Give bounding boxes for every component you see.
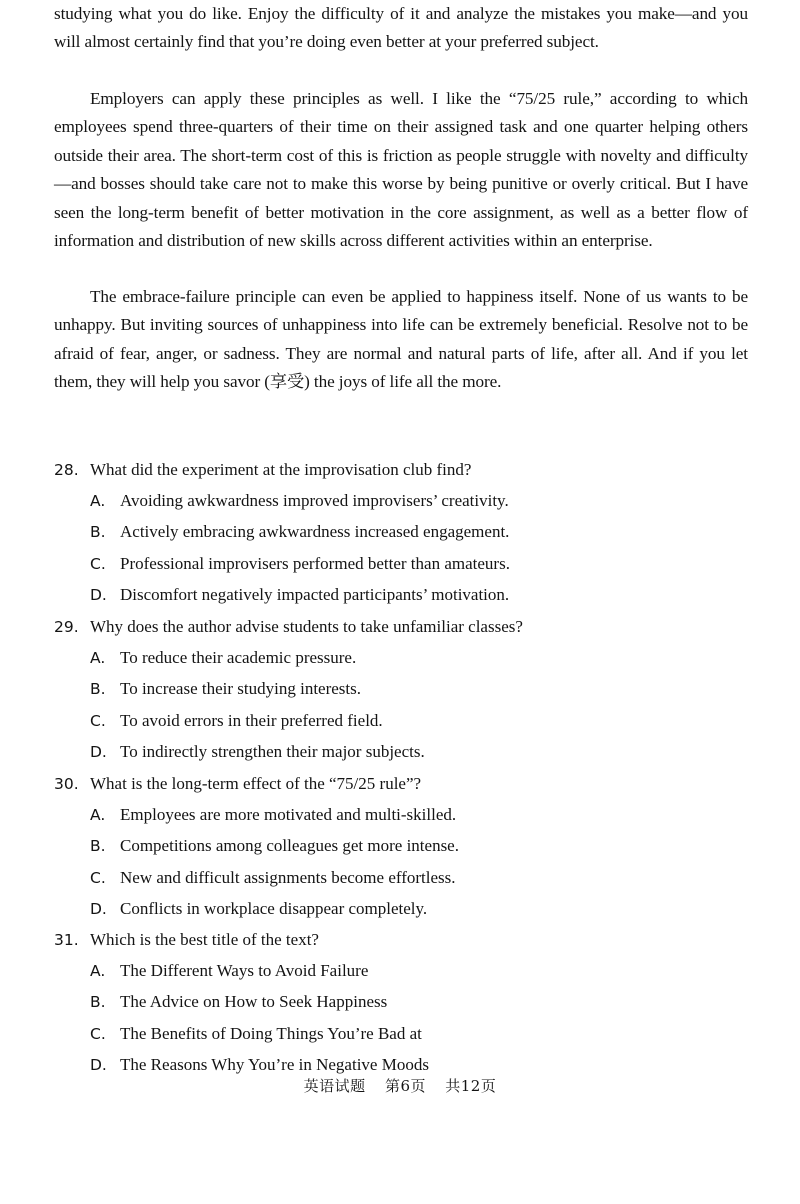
passage-paragraph-1: studying what you do like. Enjoy the difficulty of it and analyze the mistakes you make—and you will almost certainly find that you’re doing even better at your preferred subject. <box>54 4 748 52</box>
option-letter: D. <box>90 899 107 918</box>
footer-total-pages: 共12页 <box>445 1077 497 1095</box>
option-c[interactable] <box>54 548 754 579</box>
option-letter: D. <box>90 585 107 604</box>
option-c[interactable] <box>54 862 754 893</box>
passage-paragraph-2: Employers can apply these principles as well. I like the “75/25 rule,” according to which employees spend three-quarters of their time on their assigned task and one quarter helping others outside their area. The short-term cost of this is friction as people struggle with novelty and difficulty—and bosses should take care not to make this worse by being punitive or overly critical. But I have seen the long-term benefit of better motivation in the core assignment, as well as a better flow of information and distribution of new skills across different activities within an enterprise. <box>54 89 748 251</box>
option-d[interactable] <box>54 893 754 924</box>
option-letter: B. <box>90 837 106 856</box>
option-c[interactable] <box>54 705 754 736</box>
question-stem <box>54 924 754 955</box>
footer-page-number: 第6页 <box>384 1077 426 1095</box>
option-letter: B. <box>90 680 106 699</box>
question-text: Which is the best title of the text? <box>90 930 319 949</box>
option-letter: C. <box>90 711 106 730</box>
option-text: To indirectly strengthen their major subjects. <box>120 741 425 761</box>
option-text: The Different Ways to Avoid Failure <box>120 961 369 980</box>
option-text: Avoiding awkwardness improved improvisers’ creativity. <box>120 491 509 510</box>
question-text: Why does the author advise students to take unfamiliar classes? <box>90 617 523 636</box>
question-31 <box>54 924 754 1080</box>
question-number: 31. <box>54 931 79 949</box>
option-a[interactable] <box>54 485 754 516</box>
option-text: Competitions among colleagues get more intense. <box>120 836 459 856</box>
option-text: New and difficult assignments become effortless. <box>120 867 456 887</box>
option-text: The Advice on How to Seek Happiness <box>120 992 388 1012</box>
option-d[interactable] <box>54 736 754 767</box>
option-b[interactable] <box>54 516 754 547</box>
option-text: Employees are more motivated and multi-skilled. <box>120 805 457 824</box>
question-text: What did the experiment at the improvisation club find? <box>90 460 472 479</box>
question-number: 29. <box>54 618 79 636</box>
option-text: Professional improvisers performed better than amateurs. <box>120 553 510 573</box>
option-letter: A. <box>90 492 106 510</box>
option-a[interactable] <box>54 799 754 830</box>
option-letter: A. <box>90 962 106 980</box>
option-a[interactable] <box>54 955 754 986</box>
option-a[interactable] <box>54 642 754 673</box>
option-letter: C. <box>90 554 106 573</box>
question-28 <box>54 454 754 610</box>
option-letter: A. <box>90 649 106 667</box>
option-letter: C. <box>90 868 106 887</box>
option-letter: C. <box>90 1024 106 1043</box>
question-stem <box>54 768 754 799</box>
option-letter: D. <box>90 742 107 761</box>
option-d[interactable] <box>54 579 754 610</box>
option-text: Conflicts in workplace disappear completely. <box>120 898 428 918</box>
option-text: Discomfort negatively impacted participants’ motivation. <box>120 584 510 604</box>
option-c[interactable] <box>54 1018 754 1049</box>
question-29 <box>54 611 754 767</box>
question-stem <box>54 611 754 642</box>
passage-paragraph-3: The embrace-failure principle can even be applied to happiness itself. None of us wants to be unhappy. But inviting sources of unhappiness into life can be extremely beneficial. Resolve not to be afraid of fear, anger, or sadness. They are normal and natural parts of life, after all. And if you let them, they will help you savor (享受) the joys of life all the more. <box>54 287 748 392</box>
option-text: The Benefits of Doing Things You’re Bad at <box>120 1023 422 1043</box>
question-stem <box>54 454 754 485</box>
option-b[interactable] <box>54 673 754 704</box>
option-text: To increase their studying interests. <box>120 679 361 699</box>
question-number: 30. <box>54 775 79 793</box>
option-letter: B. <box>90 523 106 542</box>
option-b[interactable] <box>54 986 754 1017</box>
option-text: The Reasons Why You’re in Negative Moods <box>120 1054 429 1074</box>
page-footer <box>0 1075 800 1096</box>
footer-subject: 英语试题 <box>303 1077 366 1095</box>
option-text: To avoid errors in their preferred field. <box>120 710 383 730</box>
question-number: 28. <box>54 461 79 479</box>
option-letter: B. <box>90 993 106 1012</box>
question-text: What is the long-term effect of the “75/25 rule”? <box>90 774 422 793</box>
option-text: Actively embracing awkwardness increased engagement. <box>120 522 510 542</box>
option-b[interactable] <box>54 830 754 861</box>
option-letter: A. <box>90 806 106 824</box>
question-30 <box>54 768 754 924</box>
option-text: To reduce their academic pressure. <box>120 648 357 667</box>
option-letter: D. <box>90 1055 107 1074</box>
